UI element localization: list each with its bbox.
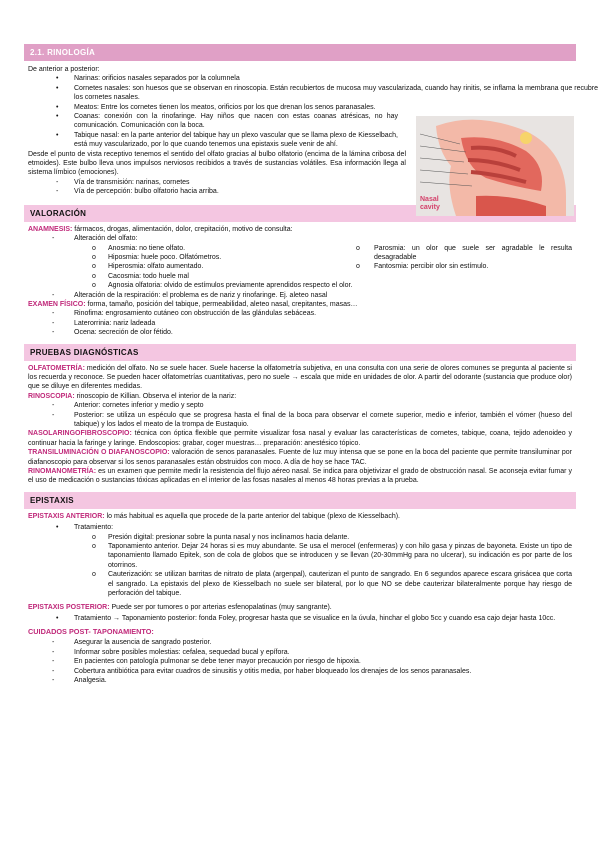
cuidados-heading: CUIDADOS POST- TAPONAMIENTO: xyxy=(28,627,154,637)
list-item: - Cobertura antibiótica para evitar cuadros de sinusitis y otitis media, por haber bloqueado los drenajes de los senos paranasales. xyxy=(52,667,472,675)
list-item: - Laterorrinia: nariz ladeada xyxy=(52,319,156,327)
nasal-cavity-illustration xyxy=(416,116,574,216)
list-item: - Rinofima: engrosamiento cutáneo con obstrucción de las glándulas sebáceas. xyxy=(52,310,317,318)
rinologia-intro: De anterior a posterior: xyxy=(28,66,100,73)
olfato-columns xyxy=(28,244,572,282)
list-item: - Anterior: cornetes inferior y medio y septo xyxy=(52,402,204,410)
list-item: o Agnosia olfatoria: olvido de estímulos previamente aprendidos respecto el olor. xyxy=(92,282,353,290)
epistaxis-anterior-line: EPISTAXIS ANTERIOR: lo más habitual es aquella que procede de la parte anterior del tabique (plexo de Kiesselbach). xyxy=(28,512,400,520)
list-item: - Alteración del olfato: xyxy=(52,235,138,243)
list-item: • Coanas: conexión con la rinofaringe. Hay niños que nacen con estas coanas atrésicas, no hay comunicación. Comunicación con la boca. xyxy=(56,113,398,130)
list-item: o Hiposmia: huele poco. Olfatómetros. xyxy=(92,253,222,261)
list-item: o Cauterización: se utilizan barritas de nitrato de plata (argenpal), cauterizan el punto de sangrado. En 6 segundos aparece escara grisácea que corta el sangrado. La epistaxis del plexo de Kiesselbach no suele ser bilateral, por lo que NO se debe cauterizar bilateralmente porque hay riesgo de perforación del tabique. xyxy=(92,571,572,598)
list-item: • Tabique nasal: en la parte anterior del tabique hay un plexo vascular que se llama plexo de Kiesselbach, está muy vascularizado, por lo que cuando tenemos una epistaxis suele venir de ahí. xyxy=(56,131,398,149)
rinomanometria-paragraph: RINOMANOMETRÍA: es un examen que permite medir la resistencia del flujo aéreo nasal. Se indica para objetivizar el grado de obstrucción nasal. Se aconseja evitar fumar y el uso de medicación o sustancias tóxicas aplicadas en el interior de las fosas nasales al menos 48 horas previas a la prueba. xyxy=(28,468,572,485)
list-item: o Cacosmia: todo huele mal xyxy=(92,272,189,280)
olfato-paragraph: Desde el punto de vista receptivo tenemos el sentido del olfato gracias al bulbo olfatorio (encima de la lámina cribosa del etmoides). Este bulbo lleva unos impulsos nerviosos recibidos a través de sustancias volátiles. Esa información llega al sistema límbico (emociones). xyxy=(28,150,406,177)
list-item: • Narinas: orificios nasales separados por la columnela xyxy=(56,75,240,83)
list-item: - Ocena: secreción de olor fétido. xyxy=(52,329,173,337)
list-item: • Cornetes nasales: son huesos que se observan en rinoscopia. Están recubiertos de mucosa muy vascularizada, cuando hay rinitis, se inflama la membrana que recubre los cornetes nasales. xyxy=(56,84,598,102)
list-item: • Tratamiento: xyxy=(56,524,114,532)
list-item: • Meatos: Entre los cornetes tienen los meatos, orificios por los que drenan los senos paranasales. xyxy=(56,103,376,111)
olfatometria-paragraph: OLFATOMETRÍA: medición del olfato. No se suele hacer. Suele hacerse la olfatometría subjetiva, en una consulta con una serie de olores comunes se pregunta al paciente si los recuerda y reconoce. Se pueden hacer olfatometrías cuantitativas, pero no suele → escala que mide en unidades de olor. A partir del odorante (sustancia que produce olor) que se diluye en diferentes medidas. xyxy=(28,364,572,391)
list-item: o Presión digital: presionar sobre la punta nasal y nos inclinamos hacia delante. xyxy=(92,533,350,541)
examen-line: EXAMEN FÍSICO: forma, tamaño, posición del tabique, permeabilidad, aleteo nasal, crepitantes, masas… xyxy=(28,300,358,308)
list-item: - Asegurar la ausencia de sangrado posterior. xyxy=(52,639,212,647)
list-item: - Analgesia. xyxy=(52,676,107,684)
list-item: - Vía de percepción: bulbo olfatorio hacia arriba. xyxy=(56,188,219,196)
list-item: o Parosmia: un olor que suele ser agradable le resulta desagradable xyxy=(356,244,572,261)
epistaxis-posterior-line: EPISTAXIS POSTERIOR: Puede ser por tumores o por arterias esfenopalatinas (muy sangrante). xyxy=(28,603,332,611)
list-item: - Posterior: se utiliza un espéculo que se progresa hasta el final de la boca para observar el cornete superior, medio e inferior, también el vómer (hueso del tabique) y los lados el meato de la trompa de Eustaquio. xyxy=(52,411,572,428)
section-title-rinologia: 2.1. RINOLOGÍA xyxy=(24,44,576,61)
rinoscopia-line: RINOSCOPIA: rinoscopio de Killian. Observa el interior de la nariz: xyxy=(28,392,237,400)
section-title-pruebas: PRUEBAS DIAGNÓSTICAS xyxy=(24,344,576,361)
transiluminacion-paragraph: TRANSILUMINACIÓN O DIAFANOSCOPIO: valoración de senos paranasales. Fuente de luz muy intensa que se pone en la boca del paciente que permite transiluminar por diafanoscopio para observar si los senos paranasales están obstruidos con moco. A día de hoy se hace TAC. xyxy=(28,449,572,466)
rinologia-top-list xyxy=(28,74,598,149)
list-item: o Fantosmia: percibir olor sin estímulo. xyxy=(356,263,489,271)
list-item: - En pacientes con patología pulmonar se debe tener mayor precaución por riesgo de hipoxia. xyxy=(52,658,361,666)
section-title-valoracion: VALORACIÓN xyxy=(24,205,576,222)
list-item: o Hiperosmia: olfato aumentado. xyxy=(92,263,204,271)
list-item: - Alteración de la respiración: el problema es de nariz y rinofaringe. Ej. aleteo nasal xyxy=(52,291,328,299)
section-title-epistaxis: EPISTAXIS xyxy=(24,492,576,509)
illustration-label: Nasal cavity xyxy=(420,196,440,211)
list-item: o Taponamiento anterior. Dejar 24 horas si es muy abundante. Se usa el merocel (enfermeras) y con hilo gasa y pinzas de bayoneta. Existe un tipo de taponamiento llamado Epitek, son de cola de globos que se introducen y se llevan (20-30mmHg para no ulcerar), su indicación es por parte de los otorrinos. xyxy=(92,543,572,569)
anamnesis-line: ANAMNESIS: fármacos, drogas, alimentación, dolor, crepitación, motivo de consulta: xyxy=(28,225,293,233)
list-item: - Vía de transmisión: narinas, cornetes xyxy=(56,178,190,186)
list-item: o Anosmia: no tiene olfato. xyxy=(92,244,186,252)
list-item: • Tratamiento → Taponamiento posterior: fonda Foley, progresar hasta que se visualice en la úvula, hinchar el globo 5cc y cuando esa cajo dejar hasta 10cc. xyxy=(56,614,556,622)
nasolaringo-paragraph: NASOLARINGOFIBROSCOPIO: técnica con óptica flexible que permite visualizar fosa nasal y evaluar las características de cornetes, tabique, coana, tejido adenoideo y continuar hacia la faringe y laringe. Endoscopios: grabar, coger muestras… preparación: anestésico tópico. xyxy=(28,430,572,447)
list-item: - Informar sobre posibles molestias: cefalea, sequedad bucal y epífora. xyxy=(52,648,290,656)
